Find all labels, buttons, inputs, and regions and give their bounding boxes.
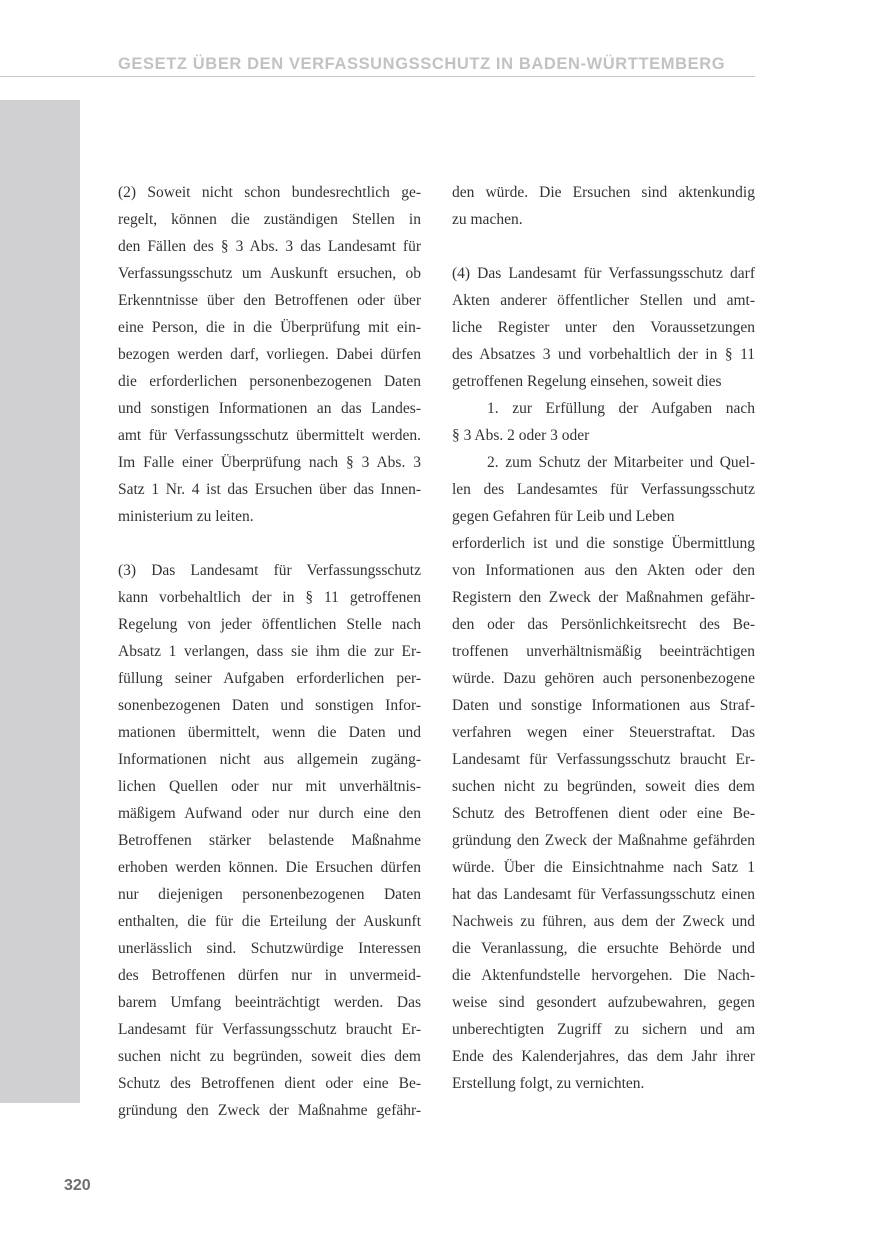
text-line: 2. zum Schutz der Mitarbeiter und Quel- (487, 454, 755, 471)
text-line: verfahren wegen einer Steuerstraftat. Das (452, 724, 755, 741)
right-column (452, 179, 755, 1097)
text-line: troffenen unverhältnismäßig beeinträchtigen (452, 643, 755, 660)
text-line: getroffenen Regelung einsehen, soweit dies (452, 373, 722, 390)
text-line: regelt, können die zuständigen Stellen in (118, 211, 421, 228)
text-line: den oder das Persönlichkeitsrecht des Be- (452, 616, 755, 633)
text-line: § 3 Abs. 2 oder 3 oder (452, 427, 590, 444)
text-line: (3) Das Landesamt für Verfassungsschutz (118, 562, 421, 579)
text-line: kann vorbehaltlich der in § 11 getroffenen (118, 589, 421, 606)
text-line: Regelung von jeder öffentlichen Stelle nach (118, 616, 421, 633)
text-line: erforderlich ist und die sonstige Übermittlung (452, 535, 755, 552)
text-line: nur diejenigen personenbezogenen Daten (118, 886, 421, 903)
text-line: die Veranlassung, die ersuchte Behörde und (452, 940, 755, 957)
text-line: lichen Quellen oder nur mit unverhältnis- (118, 778, 421, 795)
header-rule (0, 76, 755, 77)
text-line: Erkenntnisse über den Betroffenen oder über (118, 292, 421, 309)
paragraph-3-continuation (452, 179, 755, 233)
text-line: des Absatzes 3 und vorbehaltlich der in § 11 (452, 346, 755, 363)
text-line: mäßigem Aufwand oder nur durch eine den (118, 805, 421, 822)
text-line: suchen nicht zu begründen, soweit dies dem (118, 1048, 421, 1065)
paragraph-4 (452, 260, 755, 1097)
text-line: liche Register unter den Voraussetzungen (452, 319, 755, 336)
text-line: enthalten, die für die Erteilung der Auskunft (118, 913, 421, 930)
text-line: gegen Gefahren für Leib und Leben (452, 508, 675, 525)
text-line: gründung den Zweck der Maßnahme gefähr- (118, 1102, 421, 1119)
list-item-1 (452, 395, 755, 449)
text-line: Verfassungsschutz um Auskunft ersuchen, ob (118, 265, 421, 282)
text-line: weise sind gesondert aufzubewahren, gegen (452, 994, 755, 1011)
running-head: GESETZ ÜBER DEN VERFASSUNGSSCHUTZ IN BADEN-WÜRTTEMBERG (118, 55, 726, 73)
text-line: gründung den Zweck der Maßnahme gefährden (452, 832, 755, 849)
text-line: Daten und sonstige Informationen aus Straf- (452, 697, 755, 714)
text-line: Landesamt für Verfassungsschutz braucht Er- (118, 1021, 421, 1038)
text-line: hat das Landesamt für Verfassungsschutz einen (452, 886, 755, 903)
text-line: füllung seiner Aufgaben erforderlichen per- (118, 670, 421, 687)
text-line: Schutz des Betroffenen dient oder eine Be- (118, 1075, 421, 1092)
text-line: den würde. Die Ersuchen sind aktenkundig (452, 184, 755, 201)
text-line: ministerium zu leiten. (118, 508, 254, 525)
text-line: unberechtigten Zugriff zu sichern und am (452, 1021, 755, 1038)
text-line: Landesamt für Verfassungsschutz braucht Er- (452, 751, 755, 768)
text-line: Akten anderer öffentlicher Stellen und amt- (452, 292, 755, 309)
text-line: (4) Das Landesamt für Verfassungsschutz darf (452, 265, 755, 282)
text-line: Informationen nicht aus allgemein zugäng- (118, 751, 421, 768)
text-line: des Betroffenen dürfen nur in unvermeid- (118, 967, 421, 984)
text-line: sonenbezogenen Daten und sonstigen Infor- (118, 697, 421, 714)
text-line: von Informationen aus den Akten oder den (452, 562, 755, 579)
left-column (118, 179, 421, 1124)
text-line: Absatz 1 verlangen, dass sie ihm die zur Er- (118, 643, 421, 660)
text-line: die erforderlichen personenbezogenen Daten (118, 373, 421, 390)
text-line: 1. zur Erfüllung der Aufgaben nach (487, 400, 755, 417)
paragraph-3 (118, 557, 421, 1124)
text-line: erhoben werden können. Die Ersuchen dürfen (118, 859, 421, 876)
text-line: (2) Soweit nicht schon bundesrechtlich ge- (118, 184, 421, 201)
text-line: und sonstigen Informationen an das Landes- (118, 400, 421, 417)
text-line: Nachweis zu führen, aus dem der Zweck und (452, 913, 755, 930)
text-line: Registern den Zweck der Maßnahmen gefähr- (452, 589, 755, 606)
page-number: 320 (64, 1177, 91, 1194)
text-line: mationen übermittelt, wenn die Daten und (118, 724, 421, 741)
text-line: Erstellung folgt, zu vernichten. (452, 1075, 645, 1092)
list-item-2 (452, 449, 755, 530)
text-line: würde. Dazu gehören auch personenbezogene (452, 670, 755, 687)
text-line: barem Umfang beeinträchtigt werden. Das (118, 994, 421, 1011)
text-line: amt für Verfassungsschutz übermittelt werden. (118, 427, 421, 444)
text-line: Betroffenen stärker belastende Maßnahme (118, 832, 421, 849)
text-line: unerlässlich sind. Schutzwürdige Interessen (118, 940, 421, 957)
text-line: den Fällen des § 3 Abs. 3 das Landesamt für (118, 238, 421, 255)
text-line: suchen nicht zu begründen, soweit dies dem (452, 778, 755, 795)
text-line: Satz 1 Nr. 4 ist das Ersuchen über das Innen- (118, 481, 421, 498)
paragraph-2 (118, 179, 421, 530)
text-line: len des Landesamtes für Verfassungsschutz (452, 481, 755, 498)
text-line: eine Person, die in die Überprüfung mit ein- (118, 319, 421, 336)
text-line: würde. Über die Einsichtnahme nach Satz 1 (452, 859, 755, 876)
text-line: zu machen. (452, 211, 523, 228)
text-line: Ende des Kalenderjahres, das dem Jahr ihrer (452, 1048, 755, 1065)
text-line: die Aktenfundstelle hervorgehen. Die Nach- (452, 967, 755, 984)
side-margin-bar (0, 100, 80, 1103)
text-line: Schutz des Betroffenen dient oder eine Be- (452, 805, 755, 822)
text-line: bezogen werden darf, vorliegen. Dabei dürfen (118, 346, 421, 363)
text-line: Im Falle einer Überprüfung nach § 3 Abs. 3 (118, 454, 421, 471)
